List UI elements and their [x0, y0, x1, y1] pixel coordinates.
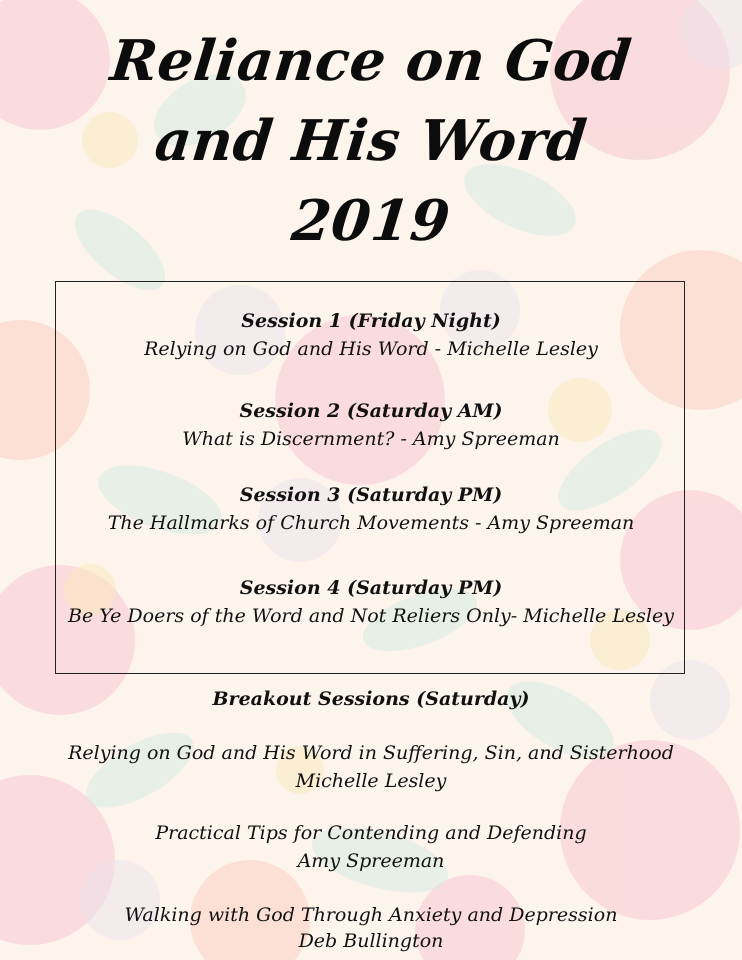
- breakout-heading: Breakout Sessions (Saturday): [212, 688, 530, 710]
- breakout-1-title: Relying on God and His Word in Suffering, Sin, and Sisterhood: [68, 742, 674, 764]
- session-4-talk: Be Ye Doers of the Word and Not Reliers Only- Michelle Lesley: [67, 605, 674, 627]
- session-3-talk: The Hallmarks of Church Movements - Amy Spreeman: [107, 512, 635, 534]
- session-4-heading: Session 4 (Saturday PM): [239, 577, 503, 599]
- title-line-2: and His Word: [151, 108, 591, 174]
- breakout-3-title: Walking with God Through Anxiety and Depression: [124, 904, 618, 926]
- session-1-heading: Session 1 (Friday Night): [241, 310, 501, 332]
- breakout-3-speaker: Deb Bullington: [298, 930, 444, 952]
- session-2-heading: Session 2 (Saturday AM): [239, 400, 503, 422]
- breakout-1-speaker: Michelle Lesley: [295, 770, 447, 792]
- breakout-2-title: Practical Tips for Contending and Defending: [155, 822, 587, 844]
- title-line-1: Reliance on God: [107, 28, 635, 94]
- session-2-talk: What is Discernment? - Amy Spreeman: [182, 428, 560, 450]
- session-1-talk: Relying on God and His Word - Michelle Lesley: [144, 338, 598, 360]
- breakout-2-speaker: Amy Spreeman: [297, 850, 445, 872]
- title-year: 2019: [288, 188, 454, 254]
- session-3-heading: Session 3 (Saturday PM): [239, 484, 503, 506]
